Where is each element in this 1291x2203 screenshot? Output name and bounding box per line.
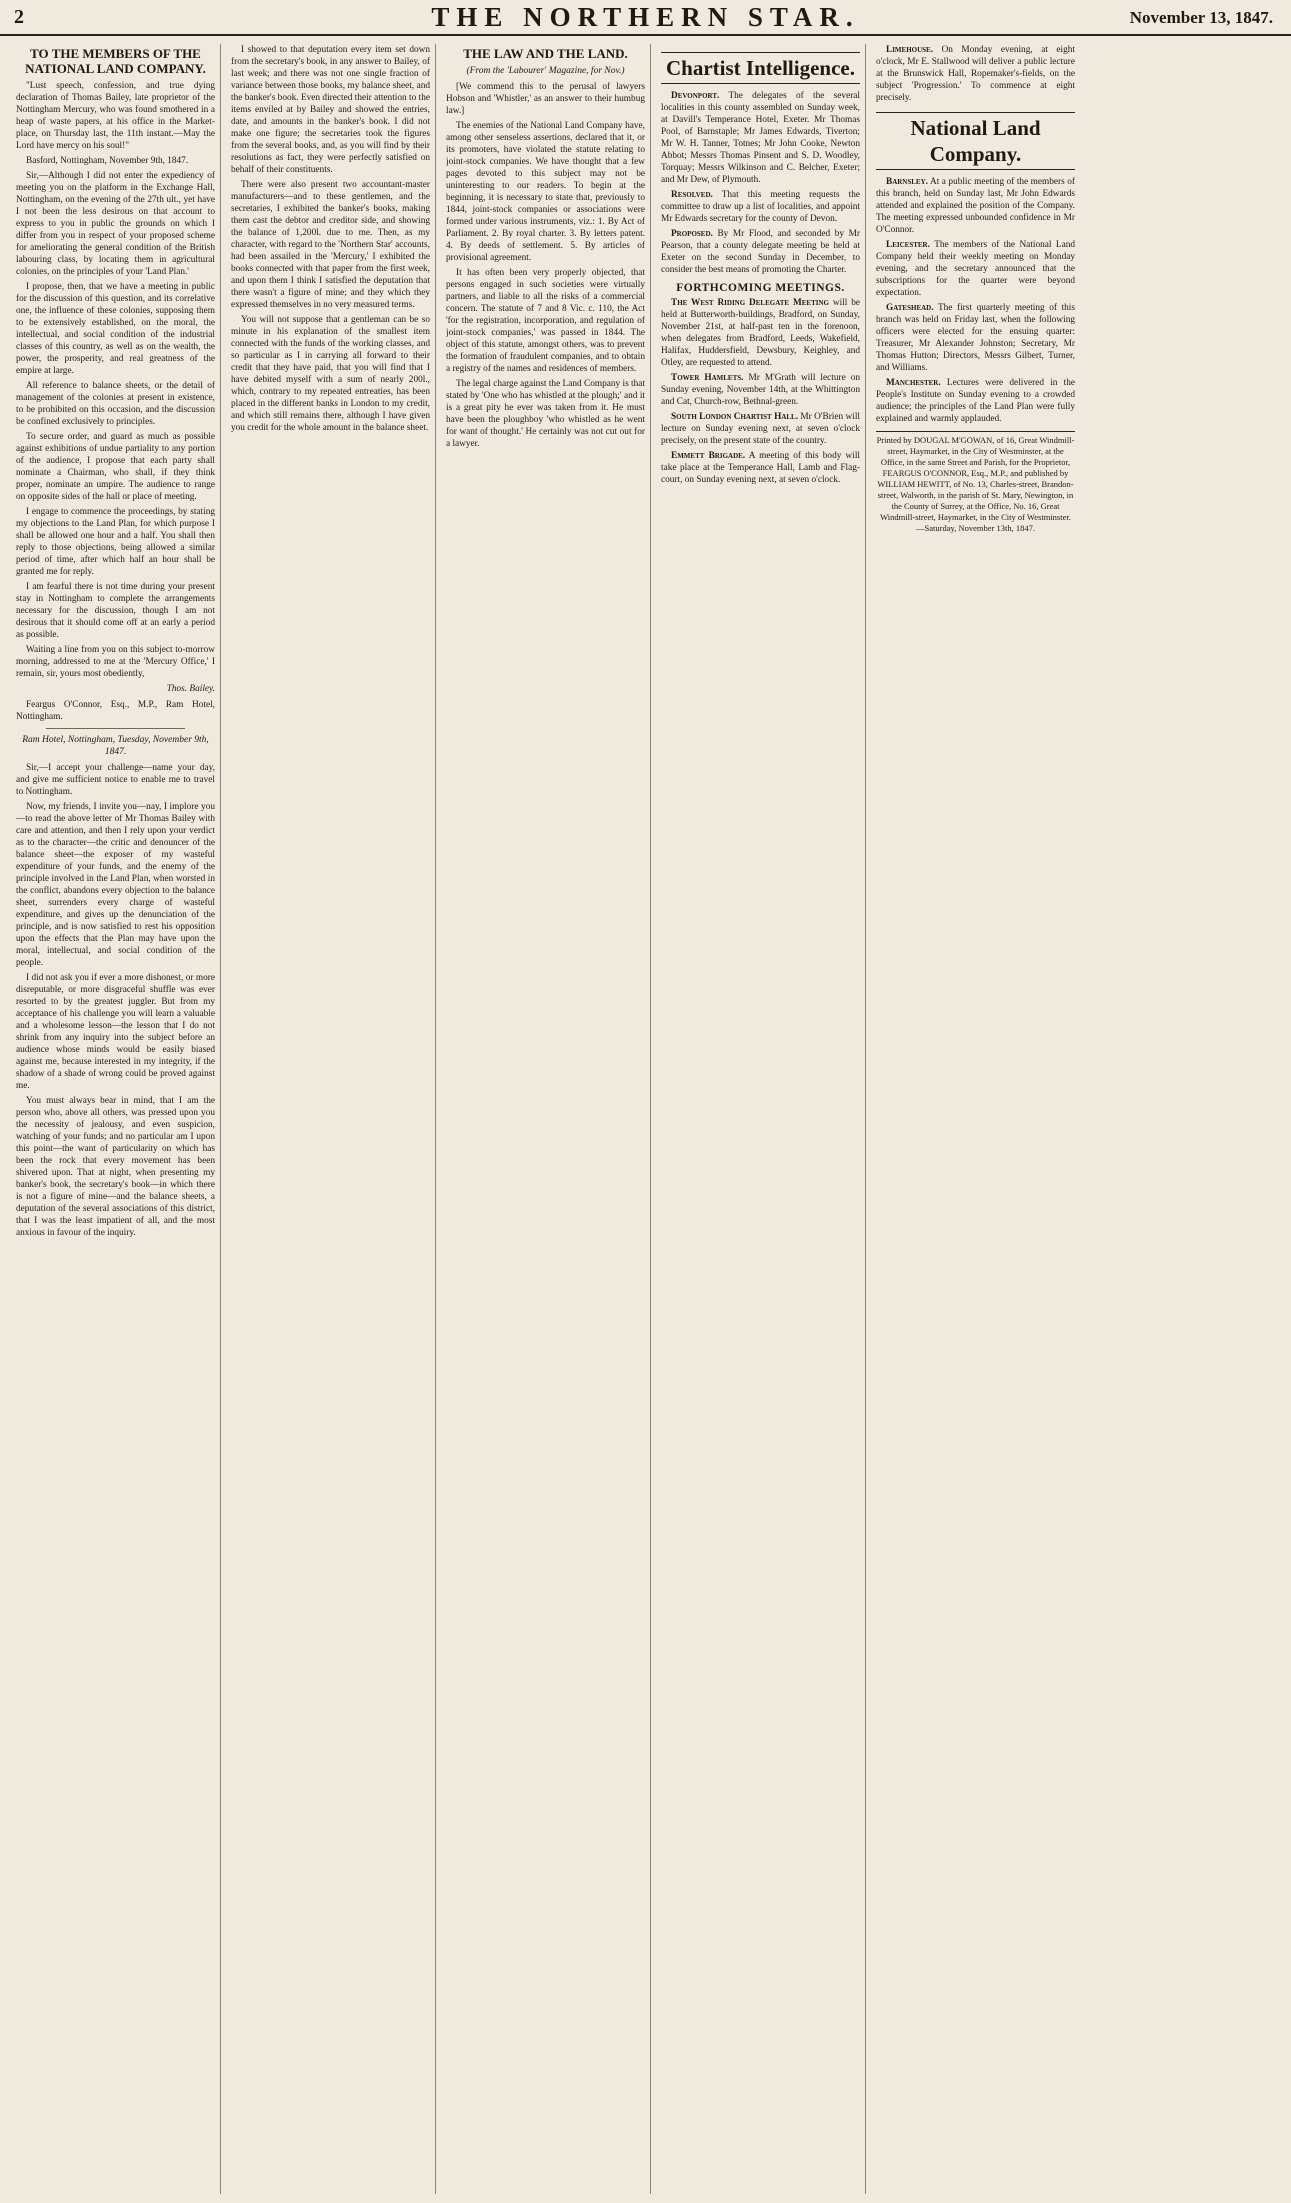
notice-item (876, 44, 1075, 104)
company-item-head: Barnsley. (886, 177, 928, 187)
letter-paragraph: I engage to commence the proceedings, by stating my objections to the Land Plan, for which purpose I shall be allowed one hour and a half. You shall then reply to those objections, being allowed a similar period of time, after which half an hour shall be granted me for reply. (16, 507, 215, 577)
reply-paragraph: You must always bear in mind, that I am the person who, above all others, was pressed upon you the necessity of jealousy, and even suspicion, watching of your funds; and no particular am I upon this point—the want of particularity on which has been the rock that every movement has been shivered upon. That at night, when presenting my banker's book, the secretary's book—in which there is not a figure of mine—and the balance sheets, a deputation of the several associations of this district, that I was the least impatient of all, and the most anxious in favour of the inquiry. (16, 1096, 215, 1238)
newspaper-title: THE NORTHERN STAR. (431, 2, 860, 32)
notice-item-head: Limehouse. (886, 45, 934, 55)
notice-item-text: Mr M'Grath will lecture on Sunday evening, November 14th, at the Whittington and Cat, Church-row, Bethnal-green. (661, 373, 860, 407)
reply-paragraph: I showed to that deputation every item set down from the secretary's book, in any answer to Bailey, of last week; and there was not one single fraction of variance between those books, my balance sheet, and the banker's book. Even directed their attention to the items enviled at by Bailey and showed the entries, date, and amounts in the banker's book. I did not make one figure; the secretaries took the figures from the several books, and, as you will find by their resolutions as fact, they were perfectly satisfied on behalf of their constituents. (231, 45, 430, 175)
company-item-head: Gateshead. (886, 303, 934, 313)
chartist-item-text: By Mr Flood, and seconded by Mr Pearson, that a county delegate meeting be held at Exeter on the second Sunday in December, to consider the best means of promoting the Charter. (661, 229, 860, 275)
printer-imprint: Printed by DOUGAL M'GOWAN, of 16, Great Windmill-street, Haymarket, in the City of Westminster, at the Office, in the same Street and Parish, for the Proprietor, FEARGUS O'CONNOR, Esq., M.P., and published by WILLIAM HEWITT, of No. 13, Charles-street, Brandon-street, Walworth, in the parish of St. Mary, Newington, in the County of Surrey, at the Office, No. 16, Great Windmill-street, Haymarket, in the City of Westminster.—Saturday, November 13th, 1847. (876, 431, 1075, 534)
land-article-title: THE LAW AND THE LAND. (463, 46, 628, 61)
chartist-intelligence-heading: Chartist Intelligence. (661, 52, 860, 84)
reply-paragraph: I did not ask you if ever a more dishonest, or more disreputable, or more disgraceful shuffle was ever resorted to by the greatest juggler. But from my acceptance of his challenge you will learn a valuable and a wholesome lesson—the lesson that I do not shrink from any inquiry into the subject before an audience whose minds would be easily biased against me, because interested in my integrity, if the shadow of a shade of wrong could be proved against me. (16, 973, 215, 1091)
chartist-item-text: The delegates of the several localities in this county assembled on Sunday week, at Davill's Temperance Hotel, Exeter. Mr Thomas Pool, of Barnstaple; Mr James Edwards, Tiverton; Mr W. H. Tanner, Totnes; Mr John Cooke, Newton Abbot; Messrs Thomas Pinsent and S. D. Woodley, Torquay; Messrs Wilkinson and C. Belcher, Exeter; and Mr Dew, of Plymouth. (661, 91, 861, 185)
letter-signoff: Thos. Bailey. (166, 684, 215, 694)
chartist-item-head: Devonport. (671, 91, 720, 101)
notice-item-head: Emmett Brigade. (671, 451, 746, 461)
letter-paragraph: "Lust speech, confession, and true dying declaration of Thomas Bailey, late proprietor of the Nottingham Mercury, who was found smothered in a heap of waste papers, at his office in the Market-place, on Thursday last, the 11th instant.—May the Lord have mercy on his soul!" (16, 81, 215, 151)
land-paragraph: The legal charge against the Land Company is that stated by 'One who has whistled at the plough;' and it is a great pity he ever was taken from it. He must have been the ploughboy 'who whistled as he went for want of thought.' He certainly was not cut out for a lawyer. (446, 379, 645, 449)
page-number: 2 (14, 6, 24, 28)
forthcoming-meetings-heading: FORTHCOMING MEETINGS. (676, 282, 845, 294)
company-item-head: Manchester. (886, 378, 941, 388)
chartist-item-text: That this meeting requests the committee to draw up a list of localities, and appoint Mr Edwards secretary for the county of Devon. (661, 190, 860, 224)
chartist-item-head: Proposed. (671, 229, 713, 239)
column-5 (876, 44, 1080, 2194)
reply-paragraph: You will not suppose that a gentleman can be so minute in his explanation of the smallest item connected with the funds of the working classes, and so particular as I in carrying all forward to their credit that they have paid, that you will find that I have debited myself with a sum of nearly 200l., which, contrary to my repeated entreaties, has been placed in the different banks in London to my credit, and which still remains there, although I have given you credit for the whole amount in the balance sheet. (231, 315, 430, 433)
chartist-item (661, 189, 860, 225)
notice-item (661, 450, 860, 486)
notice-item-head: South London Chartist Hall. (671, 412, 799, 422)
notice-item-text: On Monday evening, at eight o'clock, Mr E. Stallwood will deliver a public lecture at the Brunswick Hall, Ropemaker's-fields, on the subject 'Progression.' To commence at eight precisely. (876, 45, 1075, 103)
company-item (876, 176, 1075, 236)
notice-item-text: A meeting of this body will take place at the Temperance Hall, Lamb and Flag-court, on Sunday evening next, at seven o'clock. (661, 451, 860, 485)
notice-item-text: will be held at Butterworth-buildings, Bradford, on Sunday, November 21st, at half-past ten in the forenoon, when delegates from Bradford, Leeds, Wakefield, Halifax, Huddersfield, Dewsbury, Keighley, and Otley, are requested to attend. (661, 298, 860, 368)
notice-item-head: The West Riding Delegate Meeting (671, 298, 829, 308)
company-item (876, 302, 1075, 374)
company-item (876, 239, 1075, 299)
letter-paragraph: I propose, then, that we have a meeting in public for the discussion of this question, and its correlative one, the influence of these colonies, supposing them to be extensively established, on the moral, the intellectual, and social condition of the industrial classes of this country, as well as on the wealth, the power, the prosperity, and real greatness of the empire at large. (16, 282, 215, 376)
column-3 (446, 44, 651, 2194)
notice-item (661, 411, 860, 447)
letter-paragraph: Waiting a line from you on this subject to-morrow morning, addressed to me at the 'Mercury Office,' I remain, sir, yours most obediently, (16, 645, 215, 679)
company-item-text: The members of the National Land Company held their weekly meeting on Monday evening, and the secretary announced that the subscriptions for the quarter were beyond expectation. (876, 240, 1075, 298)
company-item (876, 377, 1075, 425)
land-paragraph: [We commend this to the perusal of lawyers Hobson and 'Whistler,' as an answer to their humbug law.] (446, 82, 645, 116)
national-land-company-heading: National Land Company. (876, 112, 1075, 170)
notice-item (661, 372, 860, 408)
reply-paragraph: Sir,—I accept your challenge—name your day, and give me sufficient notice to enable me to travel to Nottingham. (16, 763, 215, 797)
reply-paragraph: There were also present two accountant-master manufacturers—and to these gentlemen, and the secretaries, I exhibited the banker's books, making them cast the debtor and creditor side, and showing the balance of 1,200l. due to me. Then, as my character, with regard to the 'Northern Star' accounts, had been assailed in the 'Mercury,' I exhibited the books connected with that paper from the first week, and upon them I think I satisfied the deputation that there wasn't a figure of mine; and they which they expressed themselves in no very measured terms. (231, 180, 430, 310)
divider (46, 728, 185, 729)
land-paragraph: The enemies of the National Land Company have, among other senseless assertions, declared that it, or its promoters, have violated the statute relating to joint-stock companies. We have thought that a few pages devoted to this subject may not be uninteresting to our readers. To begin at the beginning, it is necessary to state that, previously to 1844, joint-stock companies or associations were formed under various instruments, viz.: 1. By Act of Parliament. 2. By royal charter. 3. By letters patent. 4. By deeds of settlement. 5. By articles of provisional agreement. (446, 121, 645, 263)
masthead (0, 0, 1291, 36)
company-item-text: At a public meeting of the members of this branch, held on Sunday last, Mr John Edwards attended and explained the position of the Company. The meeting expressed unbounded confidence in Mr O'Connor. (876, 177, 1076, 235)
letter-paragraph: Sir,—Although I did not enter the expediency of meeting you on the platform in the Exchange Hall, Nottingham, on the evening of the 27th ult., yet have I not been the less desirous on that account to express to you in public the grounds on which I differ from you in respect of your proposed scheme for ameliorating the general condition of the British labouring class, by locating them in agricultural colonies, on the principles of your 'Land Plan.' (16, 171, 215, 277)
issue-date: November 13, 1847. (1129, 8, 1273, 27)
column-2 (231, 44, 436, 2194)
notice-item-text: Mr O'Brien will lecture on Sunday evening next, at seven o'clock precisely, on the present state of the country. (661, 412, 860, 446)
chartist-item (661, 90, 860, 186)
column-1 (16, 44, 221, 2194)
letter-title: TO THE MEMBERS OF THE NATIONAL LAND COMPANY. (25, 46, 206, 76)
notice-item (661, 297, 860, 369)
letter-paragraph: To secure order, and guard as much as possible against exhibitions of undue partiality to any portion of the audience, I propose that each party shall nominate a Chairman, who shall, if they think proper, nominate an umpire. The audience to range on opposite sides of the hall or place of meeting. (16, 432, 215, 502)
chartist-item-head: Resolved. (671, 190, 713, 200)
company-item-head: Leicester. (886, 240, 930, 250)
reply-place: Ram Hotel, Nottingham, Tuesday, November 9th, 1847. (22, 735, 209, 757)
letter-paragraph: Basford, Nottingham, November 9th, 1847. (26, 156, 189, 166)
columns (16, 44, 1280, 2194)
letter-paragraph: All reference to balance sheets, or the detail of management of the colonies at present in existence, to be prohibited on this occasion, and the discussion be confined exclusively to principles. (16, 381, 215, 427)
land-paragraph: It has often been very properly objected, that persons engaged in such societies were virtually partners, and liable to all the risks of a commercial concern. The statute of 7 and 8 Vic. c. 110, the Act 'for the registration, incorporation, and regulation of joint-stock companies,' was passed in 1844. The object of this statute, amongst others, was to prevent the formation of fraudulent companies, and to obtain a registry of the names and residences of members. (446, 268, 645, 374)
reply-paragraph: Now, my friends, I invite you—nay, I implore you—to read the above letter of Mr Thomas Bailey with care and attention, and then I rely upon your verdict as to the character—the critic and denouncer of the balance sheet—the exposer of my wasteful expenditure of your funds, and the enemy of the principle involved in the Land Plan, when worsted in the conflict, abandons every objection to the balance sheet, surrenders every charge of wasteful expenditure, and gives up the denunciation of the principle, and is now satisfied to rest his opposition upon the effects that the Plan may have upon the moral, intellectual, and social condition of the people. (16, 802, 215, 968)
company-item-text: The first quarterly meeting of this branch was held on Friday last, when the following officers were elected for the ensuing quarter: Treasurer, Mr Alexander Johnston; Secretary, Mr Thomas Hutton; Directors, Messrs Gilbert, Turner, and Williams. (876, 303, 1076, 373)
chartist-item (661, 228, 860, 276)
letter-paragraph: I am fearful there is not time during your present stay in Nottingham to complete the arrangements necessary for the discussion, though I am not desirous that it should come off at an early a period as possible. (16, 582, 215, 640)
land-article-subtitle: (From the 'Labourer' Magazine, for Nov.) (466, 66, 625, 76)
company-item-text: Lectures were delivered in the People's Institute on Sunday evening to a crowded audience; the principles of the Land Plan were fully explained and warmly applauded. (876, 378, 1075, 424)
letter-recipient: Feargus O'Connor, Esq., M.P., Ram Hotel, Nottingham. (16, 700, 215, 722)
column-4 (661, 44, 866, 2194)
notice-item-head: Tower Hamlets. (671, 373, 744, 383)
